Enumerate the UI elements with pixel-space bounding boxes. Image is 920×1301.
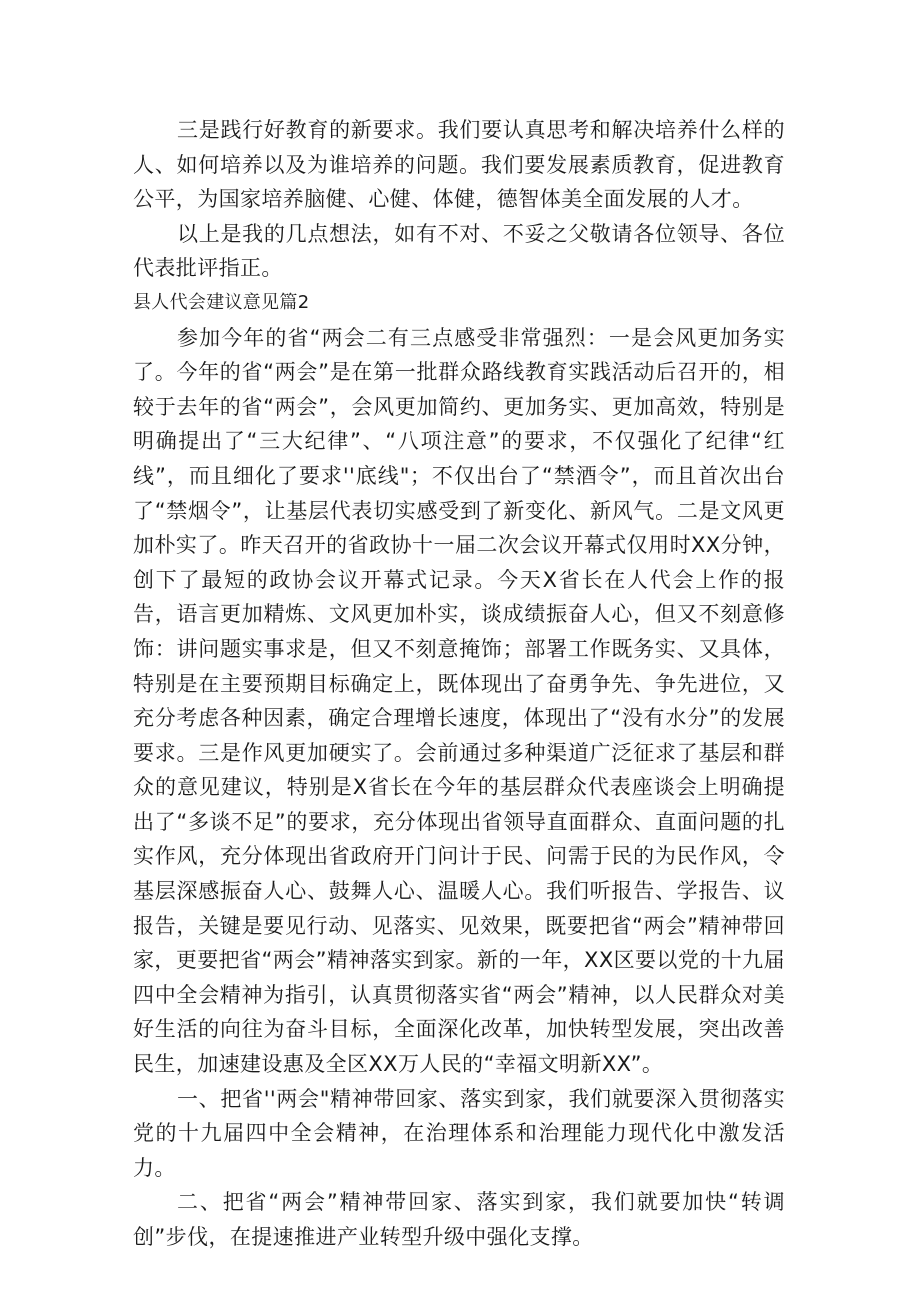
paragraph-point-one: 一、把省''两会"精神带回家、落实到家，我们就要深入贯彻落实党的十九届四中全会精神，在治理体系和治理能力现代化中激发活力。 — [133, 1086, 785, 1180]
document-page — [133, 113, 785, 1255]
paragraph-point-two: 二、把省“两会”精神带回家、落实到家，我们就要加快“转调创”步伐，在提速推进产业转型升级中强化支撑。 — [133, 1190, 785, 1249]
paragraph-education: 三是践行好教育的新要求。我们要认真思考和解决培养什么样的人、如何培养以及为谁培养的问题。我们要发展素质教育，促进教育公平，为国家培养脑健、心健、体健，德智体美全面发展的人才。 — [133, 118, 785, 212]
section-heading: 县人代会建议意见篇2 — [133, 291, 310, 313]
paragraph-main: 参加今年的省“两会二有三点感受非常强烈：一是会风更加务实了。今年的省“两会”是在第一批群众路线教育实践活动后召开的，相较于去年的省“两会”，会风更加简约、更加务实、更加高效，特别是明确提出了“三大纪律”、“八项注意”的要求，不仅强化了纪律“红线”，而且细化了要求''底线"；不仅出台了“禁酒令”，而且首次出台了“禁烟令”，让基层代表切实感受到了新变化、新风气。二是文风更加朴实了。昨天召开的省政协十一届二次会议开幕式仅用时XX分钟，创下了最短的政协会议开幕式记录。今天X省长在人代会上作的报告，语言更加精炼、文风更加朴实，谈成绩振奋人心，但又不刻意修饰：讲问题实事求是，但又不刻意掩饰；部署工作既务实、又具体，特别是在主要预期目标确定上，既体现出了奋勇争先、争先进位，又充分考虑各种因素，确定合理增长速度，体现出了“没有水分”的发展要求。三是作风更加硬实了。会前通过多种渠道广泛征求了基层和群众的意见建议，特别是X省长在今年的基层群众代表座谈会上明确提出了“多谈不足”的要求，充分体现出省领导直面群众、直面问题的扎实作风，充分体现出省政府开门问计于民、问需于民的为民作风，令基层深感振奋人心、鼓舞人心、温暖人心。我们听报告、学报告、议报告，关键是要见行动、见落实、见效果，既要把省“两会”精神带回家，更要把省“两会”精神落实到家。新的一年，XX区要以党的十九届四中全会精神为指引，认真贯彻落实省“两会”精神，以人民群众对美好生活的向往为奋斗目标，全面深化改革，加快转型发展，突出改善民生，加速建设惠及全区XX万人民的“幸福文明新XX”。 — [133, 325, 785, 1077]
paragraph-closing: 以上是我的几点想法，如有不对、不妥之父敬请各位领导、各位代表批评指正。 — [133, 221, 785, 281]
